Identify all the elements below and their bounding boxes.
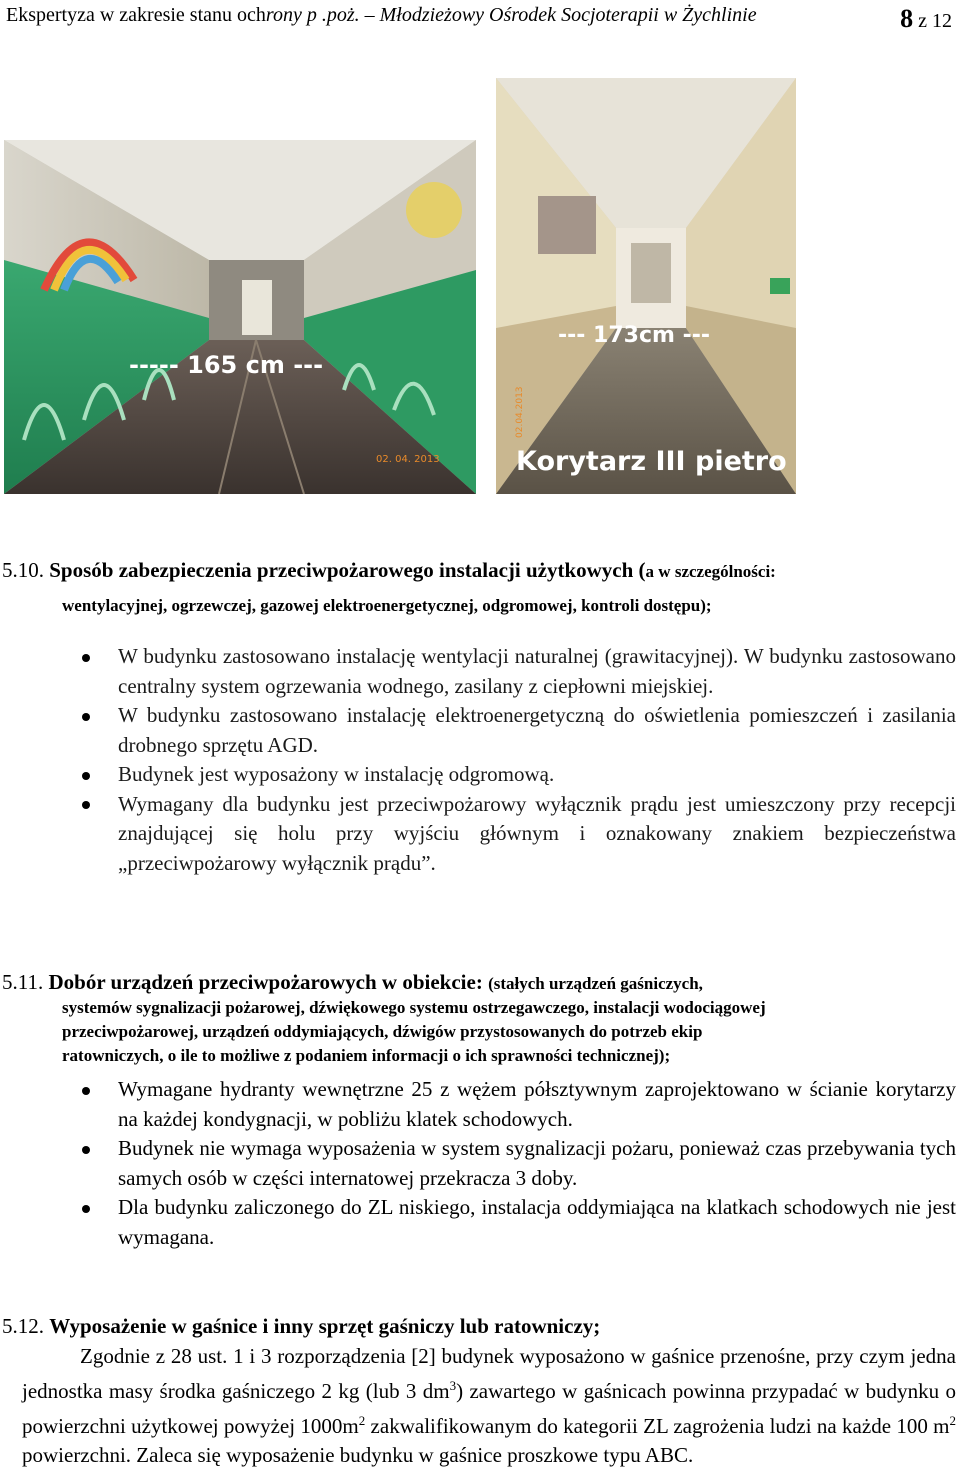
page-number: 8 z 12 (900, 4, 952, 33)
section-5-11-title: 5.11. Dobór urządzeń przeciwpożarowych w obiekcie: (stałych urządzeń gaśniczych, (2, 970, 703, 994)
bullet-icon (82, 654, 90, 662)
section-5-10-subtitle: wentylacyjnej, ogrzewczej, gazowej elektroenergetycznej, odgromowej, kontroli dostępu); (62, 596, 712, 615)
section-5-11-subline-1: systemów sygnalizacji pożarowej, dźwiękowego systemu ostrzegawczego, instalacji wodociągowej (62, 998, 766, 1017)
bullet-icon (82, 713, 90, 721)
corridor-photo-left (4, 140, 476, 494)
photo-right-measure: --- 173cm --- (558, 323, 710, 348)
list-item: W budynku zastosowano instalację wentylacji naturalnej (grawitacyjnej). W budynku zastosowano centralny system ogrzewania wodnego, zasilany z ciepłowni miejskiej. (0, 642, 956, 701)
section-5-12-paragraph: Zgodnie z 28 ust. 1 i 3 rozporządzenia [2] budynek wyposażono w gaśnice przenośne, przy czym jedna jednostka masy środka gaśniczego 2 kg (lub 3 $dm^3$) zawartego w gaśnicach powinna przypadać w budynku o powierzchni użytkowej powyżej $1000m^2$ zakwalifikowanym do kategorii ZL zagrożenia ludzi na każde 100 $m^2$ powierzchni. Zaleca się wyposażenie budynku w gaśnice proszkowe typu ABC. (22, 1344, 957, 1467)
list-item: Budynek nie wymaga wyposażenia w system sygnalizacji pożaru, ponieważ czas przebywania tych samych osób w części internatowej przekracza 3 doby. (0, 1134, 956, 1193)
photo-left-caption: ----- 165 cm --- (129, 351, 324, 379)
bullet-icon (82, 1087, 90, 1095)
list-item: W budynku zastosowano instalację elektroenergetyczną do oświetlenia pomieszczeń i zasilania drobnego sprzętu AGD. (0, 701, 956, 760)
section-5-10-title: 5.10. Sposób zabezpieczenia przeciwpożarowego instalacji użytkowych (a w szczególności: (2, 558, 776, 582)
bullet-icon (82, 801, 90, 809)
section-5-12-title: 5.12. Wyposażenie w gaśnice i inny sprzęt gaśniczy lub ratowniczy; (2, 1314, 601, 1338)
list-item: Budynek jest wyposażony w instalację odgromową. (0, 760, 956, 790)
page-header-title: Ekspertyza w zakresie stanu ochrony p .poż. – Młodzieżowy Ośrodek Socjoterapii w Żychlinie (6, 4, 757, 26)
svg-text:02.04.2013: 02.04.2013 (515, 386, 525, 438)
corridor-photo-right (496, 78, 796, 494)
bullet-icon (82, 1205, 90, 1213)
section-5-11-list (0, 1075, 956, 1252)
list-item: Wymagany dla budynku jest przeciwpożarowy wyłącznik prądu jest umieszczony przy recepcji znajdującej się holu przy wyjściu głównym i oznakowany znakiem bezpieczeństwa „przeciwpożarowy wyłącznik prądu”. (0, 790, 956, 879)
bullet-icon (82, 1146, 90, 1154)
list-item: Dla budynku zaliczonego do ZL niskiego, instalacja oddymiająca na klatkach schodowych nie jest wymagana. (0, 1193, 956, 1252)
photo-left-date: 02. 04. 2013 (376, 454, 440, 465)
photo-right-caption: Korytarz III pietro (516, 446, 787, 477)
bullet-icon (82, 772, 90, 780)
section-5-11-subline-3: ratowniczych, o ile to możliwe z podaniem informacji o ich sprawności technicznej); (62, 1046, 671, 1065)
list-item: Wymagane hydranty wewnętrzne 25 z wężem półsztywnym zaprojektowano w ścianie korytarzy na każdej kondygnacji, w pobliżu klatek schodowych. (0, 1075, 956, 1134)
section-5-11-subline-2: przeciwpożarowej, urządzeń oddymiających, dźwigów przystosowanych do potrzeb ekip (62, 1022, 703, 1041)
section-5-10-list (0, 642, 956, 878)
